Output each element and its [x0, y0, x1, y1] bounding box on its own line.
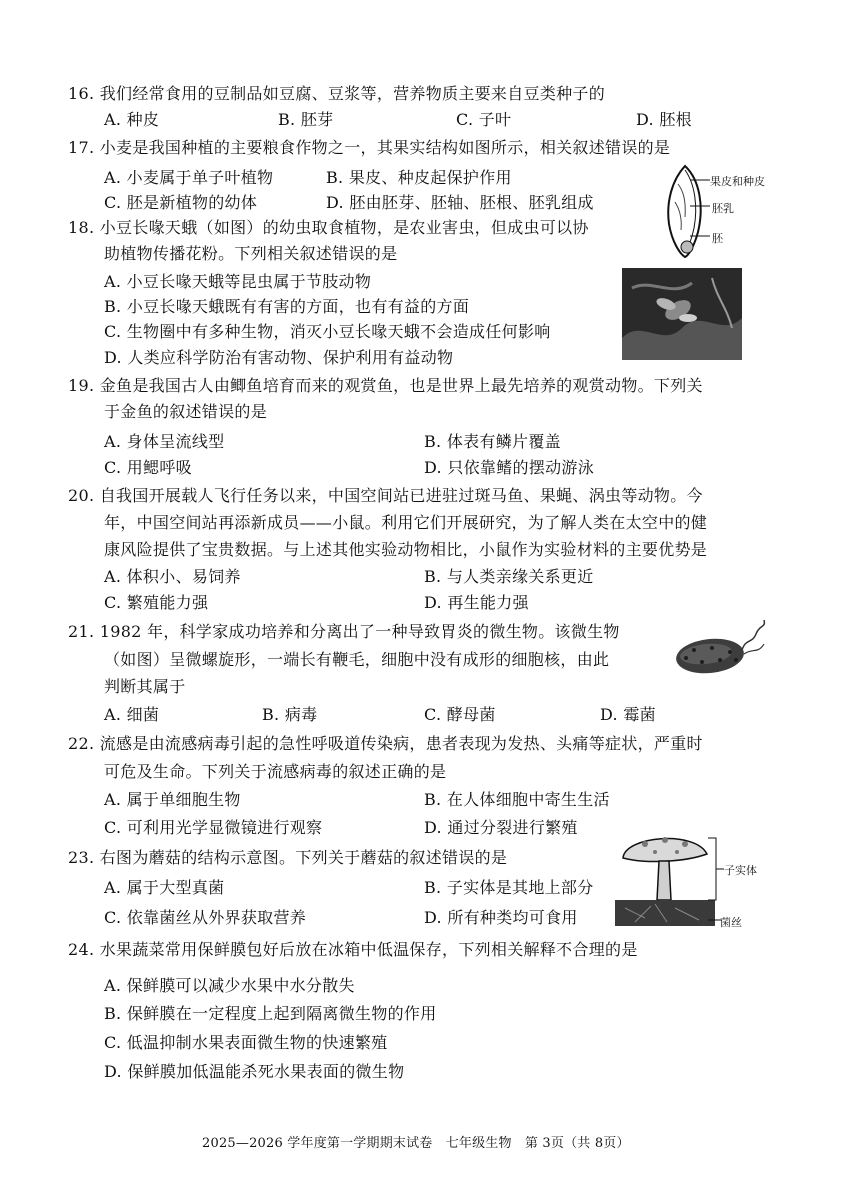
q22-stem-line1: 22. 流感是由流感病毒引起的急性呼吸道传染病，患者表现为发热、头痛等症状，严重时 — [68, 734, 703, 753]
hawk-moth-photo — [622, 268, 742, 360]
q19-stem-line1: 19. 金鱼是我国古人由鲫鱼培育而来的观赏鱼，也是世界上最先培养的观赏动物。下列关 — [68, 376, 703, 395]
q24-stem: 24. 水果蔬菜常用保鲜膜包好后放在冰箱中低温保存，下列相关解释不合理的是 — [68, 940, 638, 959]
mushroom-label-brackets — [706, 836, 726, 924]
mushroom-label-hyphae: 菌丝 — [720, 916, 742, 929]
q21-option-a: A. 细菌 — [104, 705, 160, 724]
q19-stem-line2: 于金鱼的叙述错误的是 — [104, 402, 268, 421]
page-footer: 2025—2026 学年度第一学期期末试卷 七年级生物 第 3页（共 8页） — [202, 1136, 630, 1151]
q24-option-d: D. 保鲜膜加低温能杀死水果表面的微生物 — [104, 1062, 405, 1081]
q19-option-d: D. 只依靠鳍的摆动游泳 — [424, 458, 595, 477]
q20-option-c: C. 繁殖能力强 — [104, 593, 209, 612]
q24-option-a: A. 保鲜膜可以减少水果中水分散失 — [104, 976, 355, 995]
q18-option-b: B. 小豆长喙天蛾既有有害的方面，也有有益的方面 — [104, 297, 470, 316]
q24-option-b: B. 保鲜膜在一定程度上起到隔离微生物的作用 — [104, 1004, 437, 1023]
q24-option-c: C. 低温抑制水果表面微生物的快速繁殖 — [104, 1033, 388, 1052]
mushroom-drawing — [615, 828, 715, 928]
q16-option-d: D. 胚根 — [636, 110, 692, 129]
q17-stem: 17. 小麦是我国种植的主要粮食作物之一，其果实结构如图所示，相关叙述错误的是 — [68, 138, 671, 157]
wheat-label-endosperm: 胚乳 — [712, 202, 734, 215]
q17-option-a: A. 小麦属于单子叶植物 — [104, 168, 274, 187]
q20-option-a: A. 体积小、易饲养 — [104, 567, 241, 586]
q22-option-c: C. 可利用光学显微镜进行观察 — [104, 818, 323, 837]
q20-option-b: B. 与人类亲缘关系更近 — [424, 567, 594, 586]
q22-option-b: B. 在人体细胞中寄生生活 — [424, 790, 610, 809]
q19-option-a: A. 身体呈流线型 — [104, 432, 225, 451]
q22-option-d: D. 通过分裂进行繁殖 — [424, 818, 578, 837]
q21-stem-line3: 判断其属于 — [104, 677, 186, 696]
q20-option-d: D. 再生能力强 — [424, 593, 529, 612]
q16-option-b: B. 胚芽 — [278, 110, 334, 129]
q16-option-c: C. 子叶 — [456, 110, 512, 129]
q20-stem-line2: 年，中国空间站再添新成员——小鼠。利用它们开展研究，为了解人类在太空中的健 — [104, 513, 708, 532]
wheat-label-embryo: 胚 — [712, 232, 723, 245]
q18-option-d: D. 人类应科学防治有害动物、保护利用有益动物 — [104, 348, 454, 367]
q22-option-a: A. 属于单细胞生物 — [104, 790, 241, 809]
q22-stem-line2: 可危及生命。下列关于流感病毒的叙述正确的是 — [104, 762, 447, 781]
q20-stem-line1: 20. 自我国开展载人飞行任务以来，中国空间站已进驻过斑马鱼、果蝇、涡虫等动物。今 — [68, 486, 703, 505]
q21-stem-line1: 21. 1982 年，科学家成功培养和分离出了一种导致胃炎的微生物。该微生物 — [68, 622, 620, 641]
q18-stem-line1: 18. 小豆长喙天蛾（如图）的幼虫取食植物，是农业害虫，但成虫可以协 — [68, 218, 589, 237]
q23-option-b: B. 子实体是其地上部分 — [424, 878, 594, 897]
q16-stem: 16. 我们经常食用的豆制品如豆腐、豆浆等，营养物质主要来自豆类种子的 — [68, 84, 606, 103]
bacterium-illustration — [672, 614, 772, 680]
q21-option-d: D. 霉菌 — [600, 705, 656, 724]
q21-stem-line2: （如图）呈微螺旋形，一端长有鞭毛，细胞中没有成形的细胞核，由此 — [104, 650, 610, 669]
wheat-label-leaders — [690, 172, 712, 242]
q17-option-c: C. 胚是新植物的幼体 — [104, 193, 258, 212]
q18-stem-line2: 助植物传播花粉。下列相关叙述错误的是 — [104, 244, 398, 263]
q23-stem: 23. 右图为蘑菇的结构示意图。下列关于蘑菇的叙述错误的是 — [68, 848, 508, 867]
q19-option-b: B. 体表有鳞片覆盖 — [424, 432, 561, 451]
q16-option-a: A. 种皮 — [104, 110, 160, 129]
q20-stem-line3: 康风险提供了宝贵数据。与上述其他实验动物相比，小鼠作为实验材料的主要优势是 — [104, 540, 708, 559]
q19-option-c: C. 用鳃呼吸 — [104, 458, 192, 477]
wheat-label-pericarp: 果皮和种皮 — [710, 175, 765, 188]
q17-option-d: D. 胚由胚芽、胚轴、胚根、胚乳组成 — [326, 193, 594, 212]
q18-option-a: A. 小豆长喙天蛾等昆虫属于节肢动物 — [104, 272, 372, 291]
q23-option-d: D. 所有种类均可食用 — [424, 908, 578, 927]
q23-option-c: C. 依靠菌丝从外界获取营养 — [104, 908, 307, 927]
q21-option-c: C. 酵母菌 — [424, 705, 496, 724]
q21-option-b: B. 病毒 — [262, 705, 318, 724]
q18-option-c: C. 生物圈中有多种生物，消灭小豆长喙天蛾不会造成任何影响 — [104, 322, 551, 341]
q23-option-a: A. 属于大型真菌 — [104, 878, 225, 897]
mushroom-label-fruiting-body: 子实体 — [724, 864, 757, 877]
q17-option-b: B. 果皮、种皮起保护作用 — [326, 168, 512, 187]
